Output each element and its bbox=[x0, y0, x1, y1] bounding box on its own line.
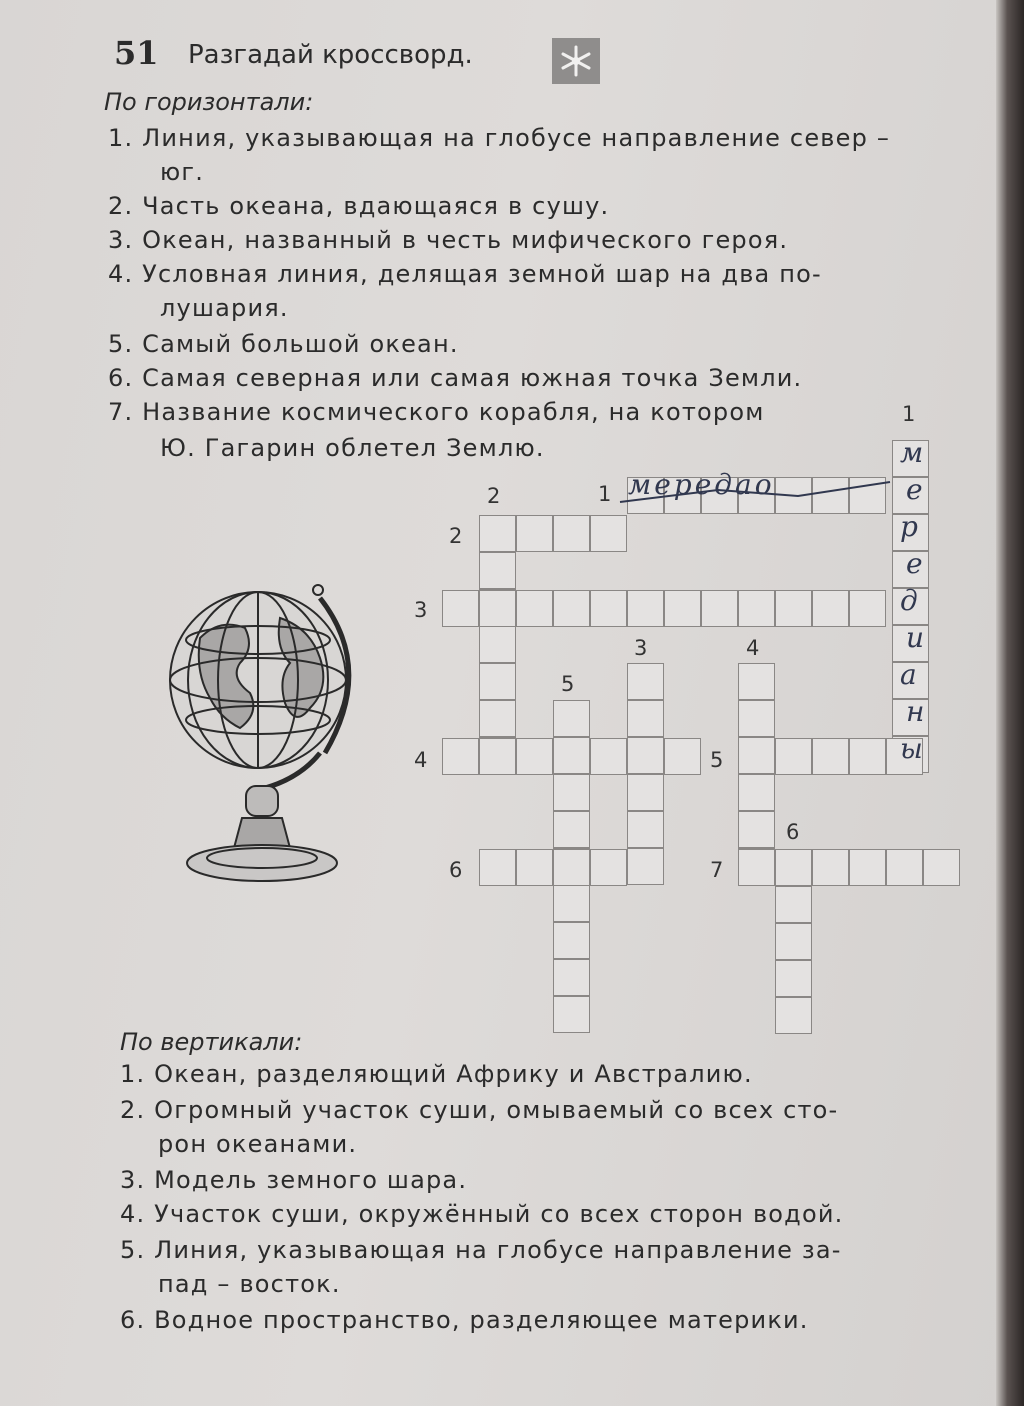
crossword-cell[interactable] bbox=[849, 849, 886, 886]
horizontal-clue-4: 4. Условная линия, делящая земной шар на два по- bbox=[108, 260, 822, 288]
crossword-cell[interactable] bbox=[553, 590, 590, 627]
handwritten-letter: е bbox=[906, 547, 923, 580]
crossword-cell[interactable] bbox=[553, 515, 590, 552]
crossword-cell[interactable] bbox=[738, 700, 775, 737]
handwritten-letter: и bbox=[906, 621, 925, 654]
crossword-cell[interactable] bbox=[775, 886, 812, 923]
vertical-heading: По вертикали: bbox=[120, 1028, 303, 1056]
grid-number-h2: 2 bbox=[449, 524, 463, 548]
grid-number-v5: 5 bbox=[561, 672, 575, 696]
grid-number-v1: 1 bbox=[902, 402, 916, 426]
crossword-cell[interactable] bbox=[775, 997, 812, 1034]
grid-number-v4: 4 bbox=[746, 636, 760, 660]
crossword-cell[interactable] bbox=[775, 590, 812, 627]
crossword-cell[interactable] bbox=[738, 849, 775, 886]
crossword-cell[interactable] bbox=[553, 849, 590, 886]
handwritten-letter: е bbox=[906, 473, 923, 506]
crossword-cell[interactable] bbox=[590, 515, 627, 552]
strike-through-line bbox=[618, 476, 893, 510]
crossword-cell[interactable] bbox=[479, 515, 516, 552]
grid-number-v3: 3 bbox=[634, 636, 648, 660]
vertical-clue-3: 3. Модель земного шара. bbox=[120, 1166, 468, 1194]
grid-number-v2: 2 bbox=[487, 484, 501, 508]
crossword-cell[interactable] bbox=[516, 515, 553, 552]
crossword-cell[interactable] bbox=[775, 849, 812, 886]
horizontal-clue-5: 5. Самый большой океан. bbox=[108, 330, 459, 358]
horizontal-clue-4-cont: лушария. bbox=[160, 294, 289, 322]
vertical-clue-2: 2. Огромный участок суши, омываемый со всех сто- bbox=[120, 1096, 839, 1124]
vertical-clue-6: 6. Водное пространство, разделяющее материки. bbox=[120, 1306, 809, 1334]
exercise-number: 51 bbox=[114, 34, 159, 72]
crossword-cell[interactable] bbox=[553, 885, 590, 922]
vertical-clue-5: 5. Линия, указывающая на глобусе направление за- bbox=[120, 1236, 842, 1264]
grid-number-h5: 5 bbox=[710, 748, 724, 772]
crossword-cell[interactable] bbox=[442, 590, 479, 627]
crossword-cell[interactable] bbox=[479, 552, 516, 589]
crossword-cell[interactable] bbox=[553, 700, 590, 737]
crossword-cell[interactable] bbox=[479, 700, 516, 737]
crossword-cell[interactable] bbox=[627, 737, 664, 774]
vertical-clue-2-cont: рон океанами. bbox=[158, 1130, 358, 1158]
crossword-cell[interactable] bbox=[553, 774, 590, 811]
crossword-cell[interactable] bbox=[664, 590, 701, 627]
crossword-cell[interactable] bbox=[849, 738, 886, 775]
horizontal-clue-1: 1. Линия, указывающая на глобусе направление север – bbox=[108, 124, 891, 152]
grid-number-h4: 4 bbox=[414, 748, 428, 772]
crossword-cell[interactable] bbox=[553, 922, 590, 959]
crossword-cell[interactable] bbox=[775, 738, 812, 775]
grid-number-v6: 6 bbox=[786, 820, 800, 844]
crossword-cell[interactable] bbox=[886, 849, 923, 886]
crossword-cell[interactable] bbox=[553, 996, 590, 1033]
horizontal-clue-7-cont: Ю. Гагарин облетел Землю. bbox=[160, 434, 545, 462]
crossword-cell[interactable] bbox=[812, 738, 849, 775]
crossword-cell[interactable] bbox=[479, 663, 516, 700]
crossword-cell[interactable] bbox=[516, 590, 553, 627]
crossword-cell[interactable] bbox=[738, 737, 775, 774]
crossword-cell[interactable] bbox=[627, 663, 664, 700]
crossword-cell[interactable] bbox=[812, 849, 849, 886]
crossword-cell[interactable] bbox=[627, 811, 664, 848]
crossword-cell[interactable] bbox=[516, 738, 553, 775]
crossword-cell[interactable] bbox=[553, 959, 590, 996]
vertical-clue-4: 4. Участок суши, окружённый со всех сторон водой. bbox=[120, 1200, 844, 1228]
horizontal-clue-2: 2. Часть океана, вдающаяся в сушу. bbox=[108, 192, 610, 220]
crossword-cell[interactable] bbox=[738, 774, 775, 811]
crossword-cell[interactable] bbox=[775, 923, 812, 960]
page-edge bbox=[996, 0, 1024, 1406]
handwritten-letter: ы bbox=[900, 732, 923, 765]
horizontal-clue-6: 6. Самая северная или самая южная точка Земли. bbox=[108, 364, 803, 392]
crossword-cell[interactable] bbox=[479, 849, 516, 886]
crossword-cell[interactable] bbox=[738, 663, 775, 700]
crossword-cell[interactable] bbox=[812, 590, 849, 627]
horizontal-clue-7: 7. Название космического корабля, на котором bbox=[108, 398, 765, 426]
crossword-cell[interactable] bbox=[923, 849, 960, 886]
crossword-cell[interactable] bbox=[701, 590, 738, 627]
crossword-cell[interactable] bbox=[516, 849, 553, 886]
grid-number-h6: 6 bbox=[449, 858, 463, 882]
handwritten-letter: р bbox=[900, 510, 918, 543]
crossword-cell[interactable] bbox=[590, 849, 627, 886]
crossword-cell[interactable] bbox=[627, 590, 664, 627]
exercise-title: Разгадай кроссворд. bbox=[188, 40, 473, 70]
grid-number-h1: 1 bbox=[598, 482, 612, 506]
crossword-cell[interactable] bbox=[627, 700, 664, 737]
crossword-cell[interactable] bbox=[590, 590, 627, 627]
crossword-cell[interactable] bbox=[738, 811, 775, 848]
grid-number-h7: 7 bbox=[710, 858, 724, 882]
crossword-cell[interactable] bbox=[553, 811, 590, 848]
difficulty-snowflake-icon bbox=[552, 38, 600, 84]
crossword-cell[interactable] bbox=[627, 848, 664, 885]
vertical-clue-5-cont: пад – восток. bbox=[158, 1270, 341, 1298]
handwritten-letter: а bbox=[900, 658, 917, 691]
vertical-clue-1: 1. Океан, разделяющий Африку и Австралию. bbox=[120, 1060, 753, 1088]
crossword-cell[interactable] bbox=[664, 738, 701, 775]
crossword-cell[interactable] bbox=[553, 737, 590, 774]
crossword-cell[interactable] bbox=[479, 738, 516, 775]
crossword-cell[interactable] bbox=[590, 738, 627, 775]
crossword-cell[interactable] bbox=[627, 774, 664, 811]
crossword-cell[interactable] bbox=[479, 626, 516, 663]
handwritten-horizontal-1: мередао bbox=[628, 468, 775, 501]
crossword-cell[interactable] bbox=[849, 590, 886, 627]
grid-number-h3: 3 bbox=[414, 598, 428, 622]
handwritten-letter: м bbox=[900, 436, 924, 469]
globe-icon bbox=[160, 578, 375, 898]
handwritten-letter: д bbox=[900, 584, 918, 617]
horizontal-clue-1-cont: юг. bbox=[160, 158, 205, 186]
crossword-cell[interactable] bbox=[775, 960, 812, 997]
horizontal-heading: По горизонтали: bbox=[104, 88, 314, 116]
crossword-cell[interactable] bbox=[479, 590, 516, 627]
horizontal-clue-3: 3. Океан, названный в честь мифического героя. bbox=[108, 226, 789, 254]
crossword-cell[interactable] bbox=[738, 590, 775, 627]
crossword-cell[interactable] bbox=[442, 738, 479, 775]
handwritten-letter: н bbox=[906, 695, 925, 728]
